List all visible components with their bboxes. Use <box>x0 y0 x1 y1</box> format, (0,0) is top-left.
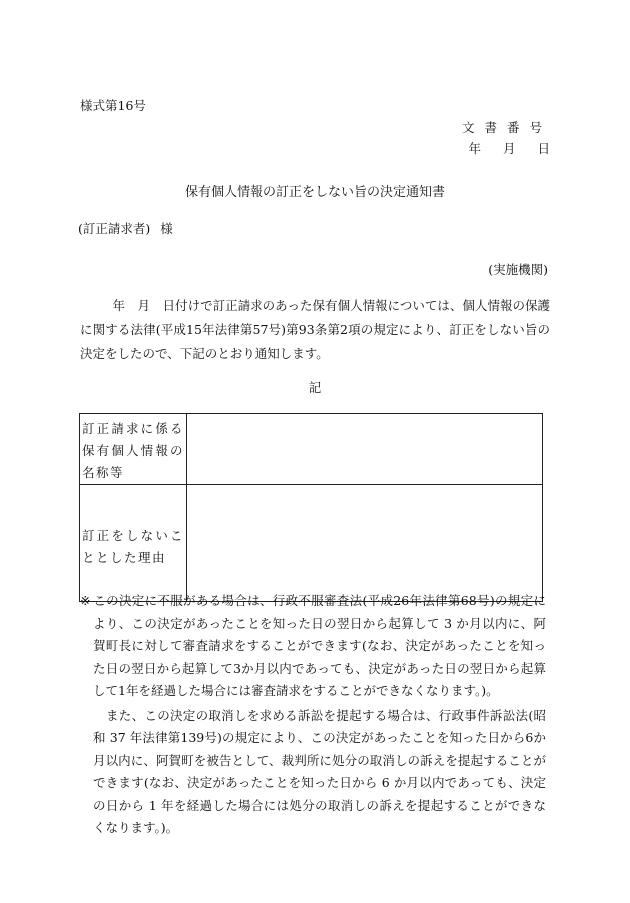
table-row <box>80 414 543 485</box>
note-mark: ※ <box>80 593 91 608</box>
date-line <box>450 139 550 157</box>
agency-name: (実施機関) <box>488 262 548 277</box>
row-value-info-name <box>187 414 543 485</box>
document-number: 文書番号 <box>461 120 552 135</box>
addressee-name: (訂正請求者) <box>78 221 151 236</box>
body-text: 年 月 日付けで訂正請求のあった保有個人情報については、個人情報の保護に関する法律(平成15年法律第57号)第93条第2項の規定により、訂正をしない旨の決定をしたので、下記のとおり通知します。 <box>80 298 550 361</box>
info-table <box>79 413 543 602</box>
form-number: 様式第16号 <box>80 98 146 113</box>
date-month: 月 <box>502 141 516 156</box>
date-year: 年 <box>468 141 481 156</box>
table-row <box>80 485 543 602</box>
notes <box>80 590 546 840</box>
note-paragraph-2: また、この決定の取消しを求める訴訟を提起する場合は、行政事件訴訟法(昭和 37 年法律第139号)の規定により、この決定があったことを知った日から6か月以内に、阿賀町を被告として、裁判所に処分の取消しの訴えを提起することができます(なお、決定があったことを知った日から 6 か月以内であっても、決定の日から 1 年を経過した場合には処分の取消しの訴えを提起することができなくなります。)。 <box>93 707 546 835</box>
page-title: 保有個人情報の訂正をしない旨の決定通知書 <box>184 185 445 200</box>
addressee-honorific: 様 <box>160 221 173 236</box>
date-day: 日 <box>537 141 550 156</box>
row-value-reason <box>187 485 543 602</box>
note-paragraph-1 <box>80 590 546 703</box>
note-paragraph-1-text: この決定に不服がある場合は、行政不服審査法(平成26年法律第68号)の規定により、この決定があったことを知った日の翌日から起算して 3 か月以内に、阿賀町長に対して審査請求をすることができます(なお、決定があったことを知った日の翌日から起算して3か月以内であっても、決定があった日の翌日から起算して1年を経過した場合には審査請求をすることができなくなります。)。 <box>93 593 546 698</box>
row-label-reason: 訂正をしないこととした理由 <box>80 485 187 602</box>
addressee <box>78 219 173 237</box>
row-label-info-name: 訂正請求に係る保有個人情報の名称等 <box>80 414 187 485</box>
ki-heading: 記 <box>308 380 322 395</box>
